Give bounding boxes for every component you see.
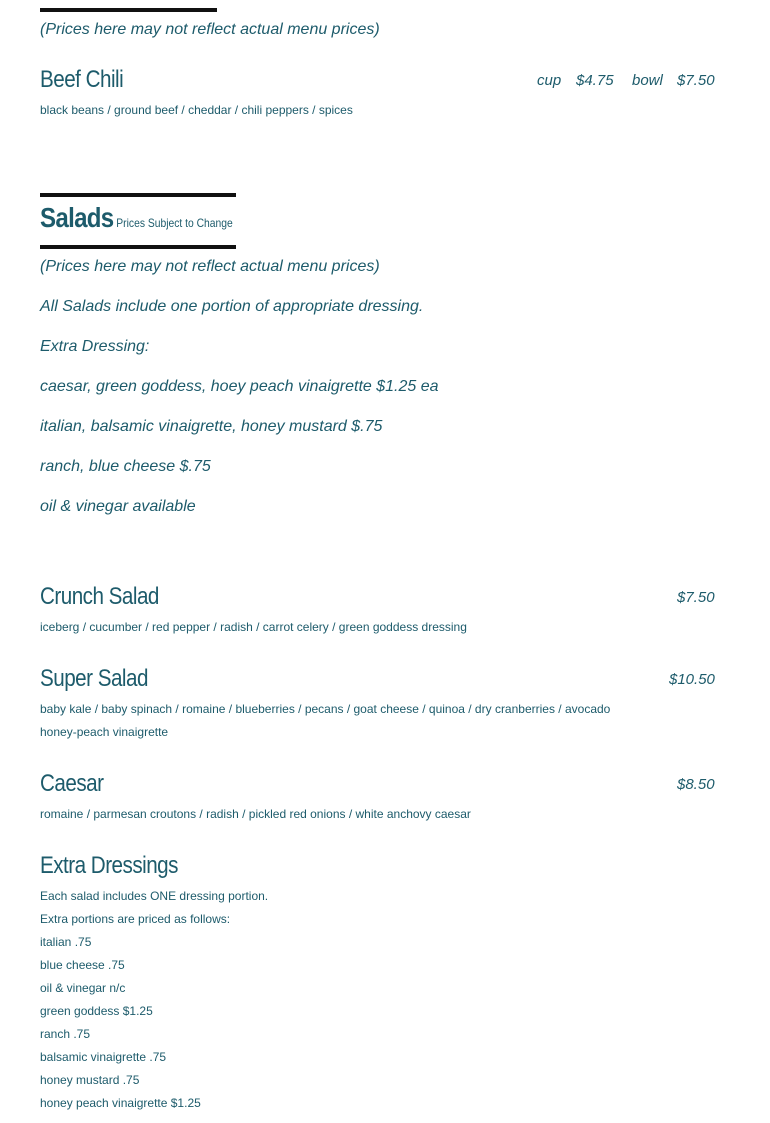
soup-disclaimer: (Prices here may not reflect actual menu prices) xyxy=(40,21,380,38)
extra-dressings-line: ranch .75 xyxy=(40,1027,91,1041)
beef-chili-name: Beef Chili xyxy=(40,66,124,93)
caesar-salad-name: Caesar xyxy=(40,770,104,797)
salads-section-subtitle: - Prices Subject to Change xyxy=(110,216,233,230)
crunch-salad-description: iceberg / cucumber / red pepper / radish / carrot celery / green goddess dressing xyxy=(40,620,467,634)
super-salad-name: Super Salad xyxy=(40,665,148,692)
salads-section-title: Salads xyxy=(40,202,114,233)
salads-note: Extra Dressing: xyxy=(40,338,150,355)
extra-dressings-line: italian .75 xyxy=(40,935,92,949)
extra-dressings-line: green goddess $1.25 xyxy=(40,1004,153,1018)
salads-note: italian, balsamic vinaigrette, honey mustard $.75 xyxy=(40,418,383,435)
super-salad-description: baby kale / baby spinach / romaine / blueberries / pecans / goat cheese / quinoa / dry cranberries / avocado xyxy=(40,702,611,716)
super-salad-price: $10.50 xyxy=(669,671,715,688)
beef-chili-bowl-label: bowl xyxy=(632,72,663,89)
beef-chili-cup-label: cup xyxy=(537,72,562,89)
top-section-rule xyxy=(40,8,217,12)
salads-note: (Prices here may not reflect actual menu prices) xyxy=(40,258,380,275)
extra-dressings-line: Extra portions are priced as follows: xyxy=(40,912,231,926)
salads-note: ranch, blue cheese $.75 xyxy=(40,458,211,475)
extra-dressings-line: blue cheese .75 xyxy=(40,958,125,972)
extra-dressings-line: honey mustard .75 xyxy=(40,1073,140,1087)
extra-dressings-line: honey peach vinaigrette $1.25 xyxy=(40,1096,201,1110)
beef-chili-bowl-price: $7.50 xyxy=(677,72,715,89)
extra-dressings-line: oil & vinegar n/c xyxy=(40,981,126,995)
salads-header-top-rule xyxy=(40,193,236,197)
crunch-salad-name: Crunch Salad xyxy=(40,583,159,610)
super-salad-description-line2: honey-peach vinaigrette xyxy=(40,725,169,739)
salads-note: All Salads include one portion of appropriate dressing. xyxy=(40,298,424,315)
caesar-salad-description: romaine / parmesan croutons / radish / pickled red onions / white anchovy caesar xyxy=(40,807,471,821)
crunch-salad-price: $7.50 xyxy=(677,589,715,606)
caesar-salad-price: $8.50 xyxy=(677,776,715,793)
extra-dressings-line: balsamic vinaigrette .75 xyxy=(40,1050,167,1064)
salads-note: oil & vinegar available xyxy=(40,498,196,515)
extra-dressings-title: Extra Dressings xyxy=(40,852,178,879)
beef-chili-description: black beans / ground beef / cheddar / chili peppers / spices xyxy=(40,103,353,117)
salads-note: caesar, green goddess, hoey peach vinaigrette $1.25 ea xyxy=(40,378,439,395)
extra-dressings-line: Each salad includes ONE dressing portion. xyxy=(40,889,269,903)
salads-header-bottom-rule xyxy=(40,245,236,249)
beef-chili-cup-price: $4.75 xyxy=(576,72,614,89)
